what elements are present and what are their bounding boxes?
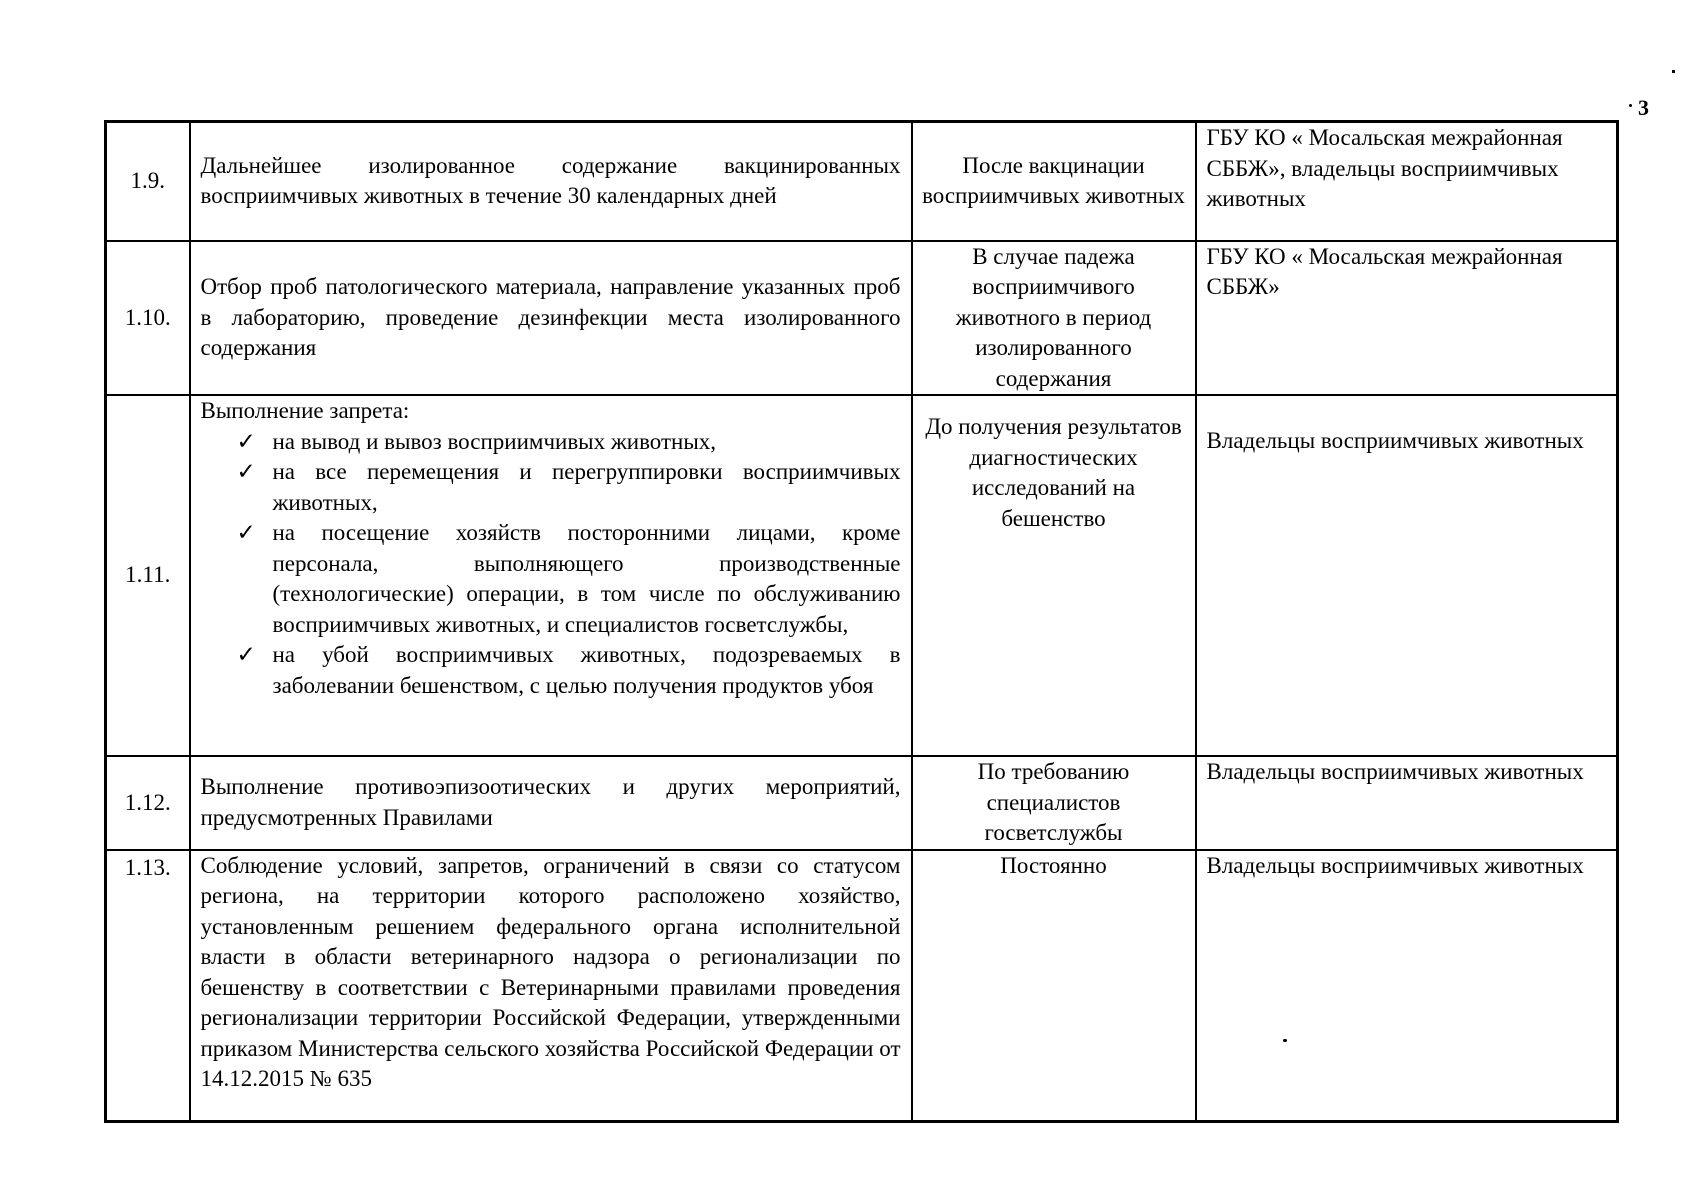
check-icon: ✓	[236, 642, 256, 667]
responsible-cell: ГБУ КО « Мосальская межрайонная СББЖ»	[1196, 241, 1618, 396]
row-number: 1.12.	[106, 756, 190, 850]
action-cell	[190, 850, 912, 1122]
term-text: До получения результатов диагностических исследований на бешенство	[925, 414, 1182, 531]
responsible-cell	[1196, 395, 1618, 756]
table-row	[106, 850, 1618, 1122]
action-text: Отбор проб патологического материала, направление указанных проб в лабораторию, проведение дезинфекции места изолированного содержания	[200, 274, 901, 360]
measures-table	[104, 120, 1619, 1123]
list-item	[201, 457, 901, 518]
table-row	[106, 395, 1618, 756]
prohibition-list	[201, 427, 901, 702]
table-row	[106, 241, 1618, 396]
list-item	[201, 518, 901, 640]
action-text: Выполнение противоэпизоотических и других мероприятий, предусмотренных Правилами	[200, 774, 901, 830]
action-cell	[190, 122, 912, 241]
action-cell	[190, 756, 912, 850]
row-number: 1.10.	[106, 241, 190, 396]
term-cell	[912, 395, 1196, 756]
scan-speck	[1672, 70, 1675, 73]
term-cell: В случае падежа восприимчивого животного в период изолированного содержания	[912, 241, 1196, 396]
action-lead: Выполнение запрета:	[200, 398, 410, 423]
table-row	[106, 122, 1618, 241]
table-row	[106, 756, 1618, 850]
row-number: 1.13.	[106, 850, 190, 1122]
term-cell: Постоянно	[912, 850, 1196, 1122]
list-item-text: на все перемещения и перегруппировки восприимчивых животных,	[272, 459, 901, 515]
action-text: Соблюдение условий, запретов, ограничений в связи со статусом региона, на территории которого расположено хозяйство, установленным решением федерального органа исполнительной власти в области ветеринарного надзора о регионализации по бешенству в соответствии с Ветеринарными правилами проведения регионализации территории Российской Федерации, утвержденными приказом Министерства сельского хозяйства Российской Федерации от 14.12.2015 № 635	[200, 852, 901, 1091]
responsible-text: Владельцы восприимчивых животных	[1206, 428, 1584, 453]
check-icon: ✓	[236, 459, 256, 484]
action-cell	[190, 395, 912, 756]
row-number: 1.11.	[106, 395, 190, 756]
list-item	[201, 427, 901, 458]
term-cell: После вакцинации восприимчивых животных	[912, 122, 1196, 241]
list-item-text: на посещение хозяйств посторонними лицами, кроме персонала, выполняющего производственные (технологические) операции, в том числе по обслуживанию восприимчивых животных, и специалистов госветслужбы,	[272, 520, 901, 637]
scan-speck	[1629, 104, 1632, 107]
action-cell	[190, 241, 912, 396]
check-icon: ✓	[236, 428, 256, 454]
row-number: 1.9.	[106, 122, 190, 241]
check-icon: ✓	[236, 520, 256, 545]
page-number: 3	[1638, 95, 1649, 120]
responsible-cell: ГБУ КО « Мосальская межрайонная СББЖ», владельцы восприимчивых животных	[1196, 122, 1618, 241]
list-item-text: на вывод и вывоз восприимчивых животных,	[272, 428, 717, 454]
scan-speck	[1283, 1039, 1287, 1042]
list-item	[201, 640, 901, 701]
list-item-text: на убой восприимчивых животных, подозреваемых в заболевании бешенством, с целью получения продуктов убоя	[272, 642, 901, 698]
responsible-cell: Владельцы восприимчивых животных	[1196, 850, 1618, 1122]
responsible-cell: Владельцы восприимчивых животных	[1196, 756, 1618, 850]
term-cell: По требованию специалистов госветслужбы	[912, 756, 1196, 850]
action-text: Дальнейшее изолированное содержание вакцинированных восприимчивых животных в течение 30 календарных дней	[200, 152, 901, 209]
